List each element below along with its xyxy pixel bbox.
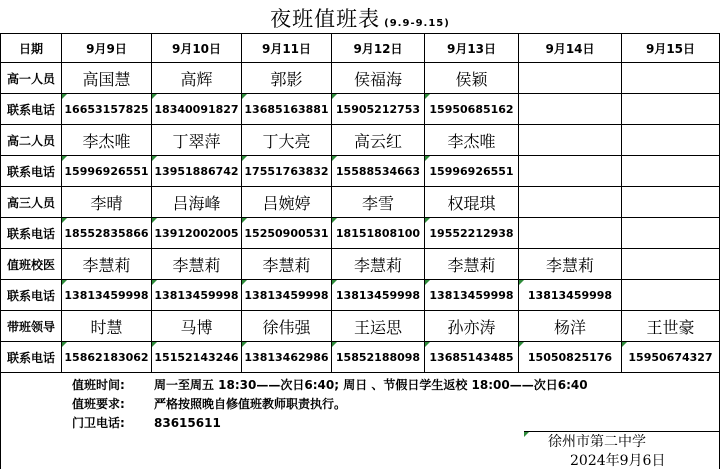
staff-name-cell: [519, 63, 622, 94]
staff-name-cell: 徐伟强: [242, 311, 332, 342]
phone-number-cell: 13912002005: [152, 218, 242, 249]
phone-number-cell: 15950674327: [622, 342, 720, 373]
staff-name-cell: 孙亦涛: [425, 311, 519, 342]
guard-phone-label: 门卫电话:: [72, 416, 125, 430]
phone-number-cell: 19552212938: [425, 218, 519, 249]
phone-number-cell: 15852188098: [332, 342, 425, 373]
staff-row: [1, 125, 720, 156]
header-day-cell: 9月12日: [332, 34, 425, 63]
staff-name-cell: 高辉: [152, 63, 242, 94]
staff-name-cell: 丁大亮: [242, 125, 332, 156]
signature-date: 2024年9月6日: [570, 453, 666, 469]
header-day-cell: 9月15日: [622, 34, 720, 63]
phone-number-cell: [622, 156, 720, 187]
staff-name-cell: 权琨琪: [425, 187, 519, 218]
staff-name-cell: [622, 63, 720, 94]
phone-number-cell: 15050825176: [519, 342, 622, 373]
guard-phone-value: 83615611: [154, 416, 221, 430]
phone-number-cell: [622, 218, 720, 249]
staff-name-cell: 李雪: [332, 187, 425, 218]
staff-name-cell: 侯福海: [332, 63, 425, 94]
staff-row: [1, 311, 720, 342]
staff-name-cell: 侯颖: [425, 63, 519, 94]
staff-row: [1, 249, 720, 280]
row-label: 值班校医: [1, 249, 62, 280]
staff-name-cell: 李杰唯: [62, 125, 152, 156]
guard-phone-note: [72, 414, 221, 431]
staff-name-cell: 吕婉婷: [242, 187, 332, 218]
phone-number-cell: 15996926551: [62, 156, 152, 187]
phone-number-cell: 18552835866: [62, 218, 152, 249]
phone-number-cell: 13813459998: [62, 280, 152, 311]
staff-name-cell: 李慧莉: [519, 249, 622, 280]
phone-number-cell: [519, 218, 622, 249]
title-area: [0, 0, 720, 33]
staff-row: [1, 63, 720, 94]
staff-name-cell: [519, 125, 622, 156]
signature-org: 徐州市第二中学: [548, 434, 646, 450]
phone-number-cell: 13813459998: [425, 280, 519, 311]
staff-name-cell: [622, 187, 720, 218]
phone-number-cell: 15950685162: [425, 94, 519, 125]
staff-name-cell: [519, 187, 622, 218]
duty-time-note: [72, 376, 588, 393]
phone-number-cell: 15588534663: [332, 156, 425, 187]
staff-name-cell: [622, 125, 720, 156]
phone-number-cell: 13685143485: [425, 342, 519, 373]
phone-number-cell: 15862183062: [62, 342, 152, 373]
staff-row: [1, 187, 720, 218]
header-day-cell: 9月11日: [242, 34, 332, 63]
phone-row: [1, 218, 720, 249]
row-label: 联系电话: [1, 218, 62, 249]
header-day-cell: 9月13日: [425, 34, 519, 63]
phone-row: [1, 94, 720, 125]
phone-number-cell: 13685163881: [242, 94, 332, 125]
header-day-cell: 9月14日: [519, 34, 622, 63]
header-row: [1, 34, 720, 63]
phone-number-cell: 15152143246: [152, 342, 242, 373]
phone-number-cell: [622, 94, 720, 125]
phone-number-cell: 13813459998: [152, 280, 242, 311]
phone-number-cell: [622, 280, 720, 311]
phone-number-cell: 18340091827: [152, 94, 242, 125]
phone-row: [1, 280, 720, 311]
duty-table: [0, 33, 720, 373]
phone-number-cell: 15905212753: [332, 94, 425, 125]
duty-time-label: 值班时间:: [72, 378, 125, 392]
phone-number-cell: 16653157825: [62, 94, 152, 125]
row-label: 高一人员: [1, 63, 62, 94]
phone-number-cell: 15996926551: [425, 156, 519, 187]
staff-name-cell: 郭影: [242, 63, 332, 94]
staff-name-cell: 李慧莉: [332, 249, 425, 280]
staff-name-cell: 吕海峰: [152, 187, 242, 218]
staff-name-cell: 李慧莉: [152, 249, 242, 280]
row-label: 联系电话: [1, 342, 62, 373]
staff-name-cell: 高云红: [332, 125, 425, 156]
phone-number-cell: 17551763832: [242, 156, 332, 187]
phone-number-cell: [519, 156, 622, 187]
header-day-cell: 9月10日: [152, 34, 242, 63]
staff-name-cell: 杨洋: [519, 311, 622, 342]
header-day-cell: 9月9日: [62, 34, 152, 63]
phone-number-cell: [519, 94, 622, 125]
staff-name-cell: 李晴: [62, 187, 152, 218]
row-label: 联系电话: [1, 156, 62, 187]
staff-name-cell: [622, 249, 720, 280]
phone-row: [1, 156, 720, 187]
phone-row: [1, 342, 720, 373]
row-label: 高三人员: [1, 187, 62, 218]
cell-marker: [524, 432, 529, 437]
phone-number-cell: 13813459998: [519, 280, 622, 311]
staff-name-cell: 李慧莉: [242, 249, 332, 280]
header-date-label: 日期: [1, 34, 62, 63]
row-label: 联系电话: [1, 280, 62, 311]
phone-number-cell: 13813459998: [242, 280, 332, 311]
phone-number-cell: 13813459998: [332, 280, 425, 311]
duty-time-value: 周一至周五 18:30——次日6:40; 周日 、节假日学生返校 18:00——次日6:40: [154, 378, 588, 392]
duty-requirement-note: [72, 395, 346, 412]
duty-requirement-value: 严格按照晚自修值班教师职责执行。: [154, 397, 347, 411]
staff-name-cell: 王世豪: [622, 311, 720, 342]
staff-name-cell: 李慧莉: [425, 249, 519, 280]
staff-name-cell: 马博: [152, 311, 242, 342]
phone-number-cell: 15250900531: [242, 218, 332, 249]
page-subtitle: (9.9-9.15): [384, 18, 450, 29]
row-label: 高二人员: [1, 125, 62, 156]
staff-name-cell: 李慧莉: [62, 249, 152, 280]
staff-name-cell: 高国慧: [62, 63, 152, 94]
staff-name-cell: 王运思: [332, 311, 425, 342]
row-label: 联系电话: [1, 94, 62, 125]
staff-name-cell: 李杰唯: [425, 125, 519, 156]
row-label: 带班领导: [1, 311, 62, 342]
staff-name-cell: 时慧: [62, 311, 152, 342]
phone-number-cell: 13813462986: [242, 342, 332, 373]
staff-name-cell: 丁翠萍: [152, 125, 242, 156]
phone-number-cell: 13951886742: [152, 156, 242, 187]
phone-number-cell: 18151808100: [332, 218, 425, 249]
page-title: 夜班值班表: [270, 7, 381, 31]
duty-requirement-label: 值班要求:: [72, 397, 125, 411]
